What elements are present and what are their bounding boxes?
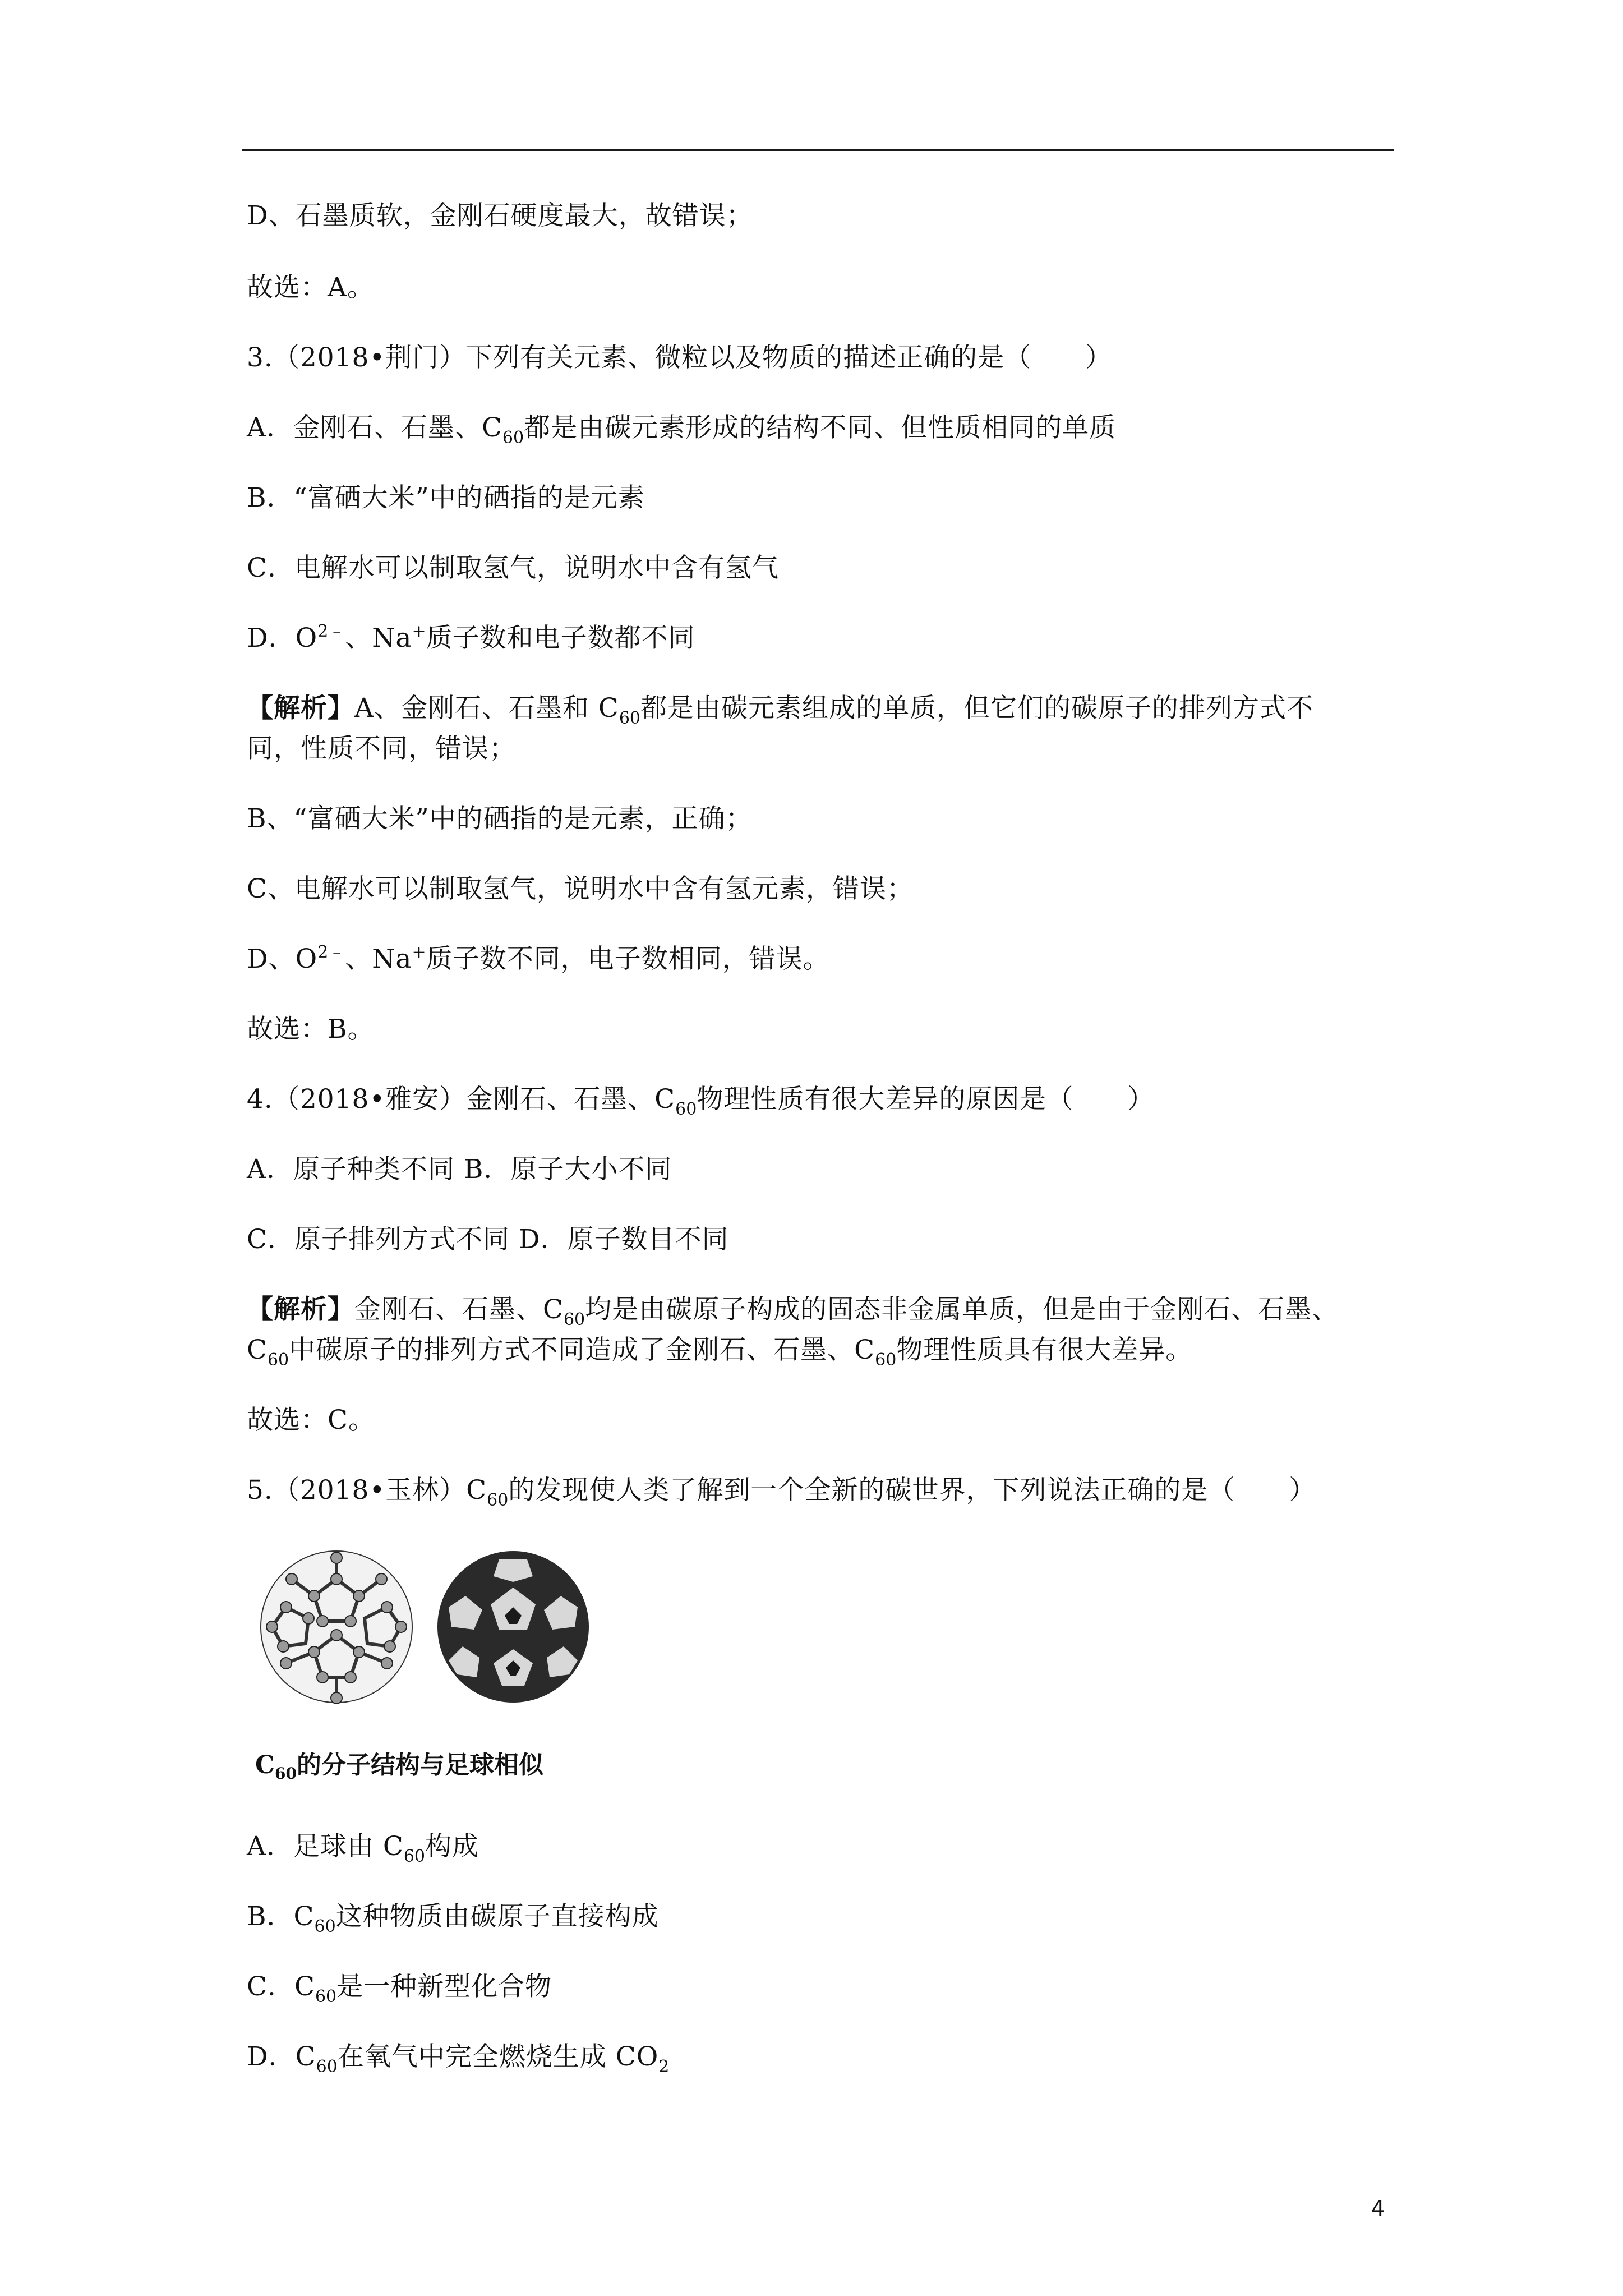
q4-stem: 4.（2018•雅安）金刚石、石墨、$C_{60}$物理性质有很大差异的原因是（ ）	[247, 1084, 1155, 1119]
q3-analysis-line-1: 【解析】A、金刚石、石墨和 $C_{60}$都是由碳元素组成的单质，但它们的碳原子的排列方式不	[247, 693, 1314, 728]
q3-option-a: A．金刚石、石墨、$C_{60}$都是由碳元素形成的结构不同、但性质相同的单质	[247, 412, 1117, 448]
q3-analysis-b: B、“富硒大米”中的硒指的是元素，正确；	[247, 803, 753, 834]
q3-option-d: D．$O^{2﹣}$、Na+质子数和电子数都不同	[247, 622, 695, 654]
q3-analysis-line-2: 同，性质不同，错误；	[247, 733, 516, 764]
q4-analysis-line-1: 【解析】金刚石、石墨、$C_{60}$均是由碳原子构成的固态非金属单质，但是由于金刚石、石墨、	[247, 1294, 1339, 1329]
q3-stem: 3.（2018•荆门）下列有关元素、微粒以及物质的描述正确的是（ ）	[247, 342, 1113, 373]
q4-answer: 故选：C。	[247, 1405, 375, 1435]
c60-molecule-image	[261, 1551, 412, 1704]
header-rule	[242, 149, 1394, 151]
prev-option-d-analysis: D、石墨质软，金刚石硬度最大，故错误；	[247, 200, 753, 231]
figure-caption: $C_{60}$的分子结构与足球相似	[255, 1751, 543, 1783]
soccer-ball-image	[437, 1551, 589, 1703]
page-number: 4	[1371, 2196, 1385, 2221]
q4-analysis-line-2: $C_{60}$中碳原子的排列方式不同造成了金刚石、石墨、$C_{60}$物理性质具有很大差异。	[247, 1335, 1193, 1370]
q5-option-a: A．足球由 $C_{60}$构成	[247, 1831, 479, 1866]
prev-answer: 故选：A。	[247, 272, 374, 303]
q5-stem: 5.（2018•玉林）$C_{60}$的发现使人类了解到一个全新的碳世界，下列说法正确的是（ ）	[247, 1475, 1316, 1510]
q5-option-d: D．$C_{60}$在氧气中完全燃烧生成 $CO_2$	[247, 2041, 670, 2077]
q3-analysis-d: D、$O^{2﹣}$、Na+质子数不同，电子数相同，错误。	[247, 942, 830, 974]
q3-option-b: B．“富硒大米”中的硒指的是元素	[247, 482, 645, 513]
q3-option-c: C．电解水可以制取氢气，说明水中含有氢气	[247, 553, 779, 583]
q5-option-b: B．$C_{60}$这种物质由碳原子直接构成	[247, 1901, 659, 1936]
q5-option-c: C．$C_{60}$是一种新型化合物	[247, 1971, 552, 2007]
q3-analysis-c: C、电解水可以制取氢气，说明水中含有氢元素，错误；	[247, 873, 914, 904]
q4-options-ab: A．原子种类不同 B．原子大小不同	[247, 1154, 672, 1185]
q4-options-cd: C．原子排列方式不同 D．原子数目不同	[247, 1224, 729, 1255]
q3-answer: 故选：B。	[247, 1014, 375, 1045]
